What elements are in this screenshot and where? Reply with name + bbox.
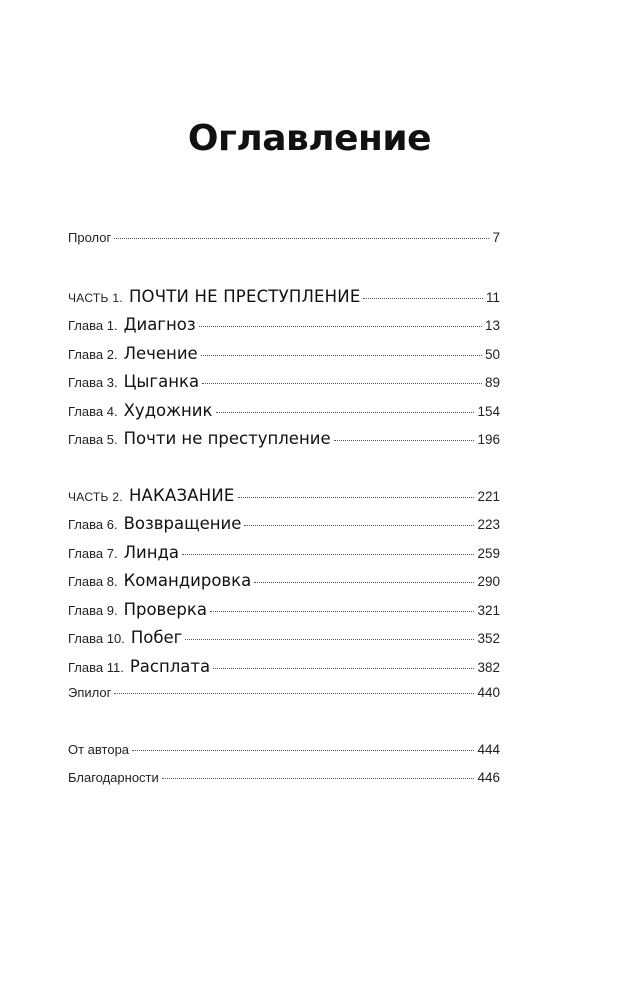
chapter-title: Линда [123, 542, 180, 562]
page-number: 13 [484, 318, 500, 333]
dot-leader [238, 497, 475, 498]
part-title: НАКАЗАНИЕ [128, 485, 235, 505]
dot-leader [185, 639, 474, 640]
chapter-title: Командировка [123, 571, 252, 590]
dot-leader [182, 554, 474, 555]
chapter-title: Диагноз [123, 315, 196, 334]
chapter-prefix: Глава 2. [68, 346, 118, 362]
toc-entry-thanks[interactable] [68, 770, 500, 799]
toc-entry-label: От автора [68, 741, 130, 757]
page-number: 7 [492, 230, 500, 245]
part-prefix: ЧАСТЬ 2. [68, 489, 123, 504]
toc-entry-chapter-2[interactable] [68, 344, 500, 373]
table-of-contents [68, 230, 500, 799]
part-prefix: ЧАСТЬ 1. [68, 290, 123, 305]
chapter-prefix: Глава 1. [68, 318, 118, 333]
chapter-title: Возвращение [123, 514, 242, 533]
toc-entry-chapter-10[interactable] [68, 628, 500, 657]
chapter-title: Цыганка [123, 372, 200, 391]
dot-leader [210, 611, 474, 612]
chapter-prefix: Глава 9. [68, 602, 118, 618]
toc-entry-chapter-8[interactable] [68, 571, 500, 600]
toc-entry-part-1[interactable] [68, 287, 500, 316]
dot-leader [202, 383, 482, 384]
page-number: 444 [477, 741, 500, 757]
dot-leader [254, 582, 474, 583]
chapter-title: Расплата [129, 656, 211, 676]
part-title: ПОЧТИ НЕ ПРЕСТУПЛЕНИЕ [128, 286, 361, 306]
page-number: 352 [477, 631, 500, 646]
toc-entry-chapter-5[interactable] [68, 429, 500, 458]
page-number: 154 [477, 403, 500, 419]
chapter-prefix: Глава 5. [68, 432, 118, 447]
page-number: 50 [484, 346, 500, 362]
toc-entry-epilog[interactable] [68, 685, 500, 714]
chapter-title: Побег [130, 628, 183, 647]
page-number: 221 [477, 488, 500, 504]
toc-entry-chapter-6[interactable] [68, 514, 500, 543]
chapter-prefix: Глава 6. [68, 517, 118, 532]
dot-leader [213, 668, 474, 669]
page-number: 223 [477, 517, 500, 532]
toc-entry-label: Эпилог [68, 685, 112, 700]
dot-leader [334, 440, 475, 441]
page-number: 89 [484, 375, 500, 390]
dot-leader [162, 778, 475, 779]
toc-entry-chapter-4[interactable] [68, 401, 500, 430]
dot-leader [201, 355, 482, 356]
dot-leader [244, 525, 474, 526]
toc-entry-chapter-7[interactable] [68, 543, 500, 572]
page-number: 321 [477, 602, 500, 618]
page-number: 196 [477, 432, 500, 447]
dot-leader [216, 412, 475, 413]
toc-entry-label: Пролог [68, 230, 112, 245]
toc-entry-from-author[interactable] [68, 742, 500, 771]
page-number: 11 [485, 289, 500, 305]
page-number: 259 [477, 545, 500, 561]
toc-entry-label: Благодарности [68, 770, 159, 785]
toc-entry-chapter-1[interactable] [68, 315, 500, 344]
chapter-title: Почти не преступление [123, 429, 331, 448]
chapter-prefix: Глава 8. [68, 574, 118, 589]
chapter-prefix: Глава 7. [68, 545, 118, 561]
chapter-prefix: Глава 3. [68, 375, 118, 390]
dot-leader [114, 693, 474, 694]
page-number: 290 [477, 574, 500, 589]
dot-leader [132, 750, 474, 751]
chapter-title: Лечение [123, 343, 198, 363]
chapter-prefix: Глава 11. [68, 659, 124, 675]
toc-entry-part-2[interactable] [68, 486, 500, 515]
dot-leader [199, 326, 482, 327]
chapter-title: Проверка [123, 599, 207, 619]
page-number: 446 [477, 770, 500, 785]
toc-entry-prolog[interactable] [68, 230, 500, 259]
page-number: 382 [477, 659, 500, 675]
toc-entry-chapter-3[interactable] [68, 372, 500, 401]
page-number: 440 [477, 685, 500, 700]
dot-leader [114, 238, 489, 239]
page-title: Оглавление [187, 118, 432, 159]
toc-entry-chapter-11[interactable] [68, 657, 500, 686]
toc-entry-chapter-9[interactable] [68, 600, 500, 629]
chapter-prefix: Глава 10. [68, 631, 125, 646]
chapter-prefix: Глава 4. [68, 403, 118, 419]
dot-leader [363, 298, 483, 299]
chapter-title: Художник [123, 400, 213, 420]
